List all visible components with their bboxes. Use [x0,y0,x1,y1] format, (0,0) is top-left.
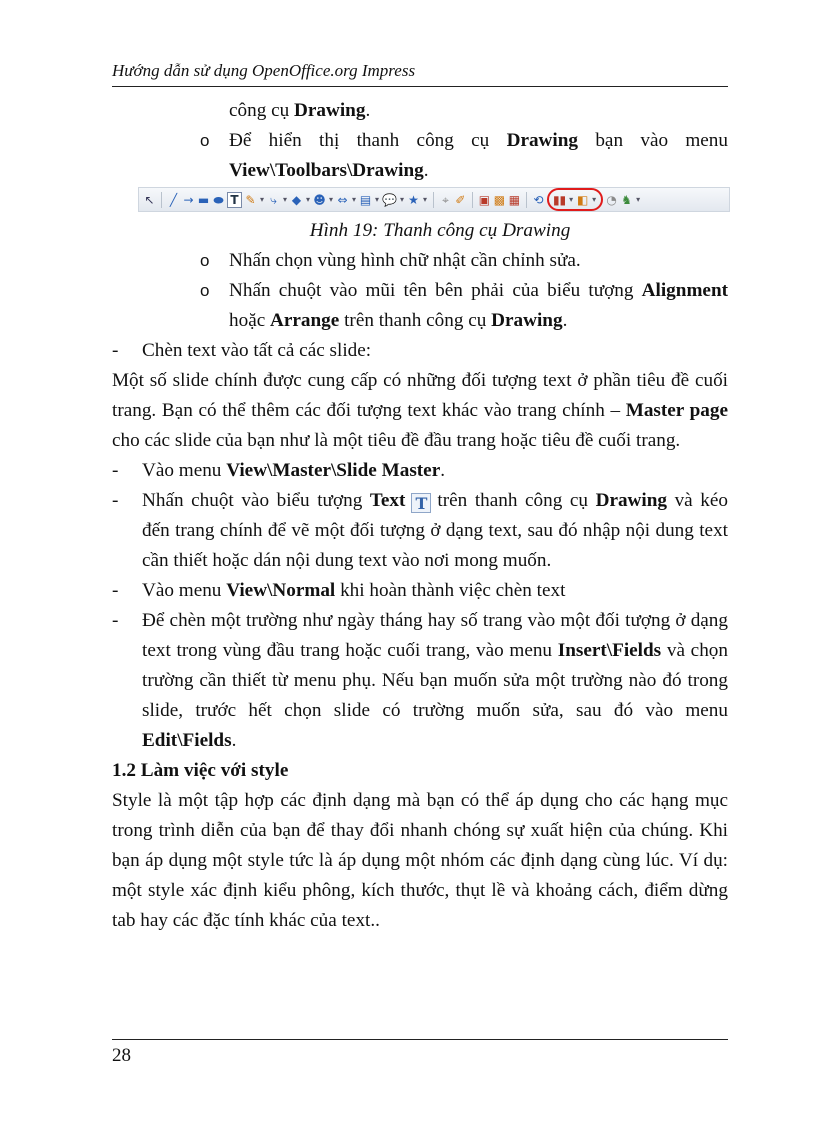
text-run: . [562,310,568,331]
pointer-arrow-icon[interactable]: ↖ [144,192,155,207]
bullet-text-tool [112,486,728,576]
text-run: khi hoàn thành việc chèn text [335,580,566,601]
text-run: Vào menu [142,460,227,481]
basic-shapes-icon[interactable]: ◆ [291,192,302,207]
text-run: . [231,730,237,751]
text-run: công cụ [229,100,295,121]
list-item-select-area [112,246,728,276]
text-run: Để hiển thị thanh công cụ [229,130,507,151]
connector-icon[interactable]: ⤷ [270,192,277,207]
chevron-down-icon[interactable]: ▾ [305,194,310,204]
running-header: Hướng dẫn sử dụng OpenOffice.org Impress [112,61,416,80]
term-drawing: Drawing [506,130,579,151]
bullet-marker: - [112,490,119,511]
text-icon[interactable]: T [227,192,242,208]
term-arrange: Arrange [270,310,340,331]
list-marker: o [200,131,210,150]
points-icon[interactable]: ⌖ [442,192,449,207]
text-run: Chèn text vào tất cả các slide: [142,340,372,361]
flowchart-icon[interactable]: ▤ [359,192,372,207]
chevron-down-icon[interactable]: ▾ [374,194,379,204]
text-run: Vào menu [142,580,227,601]
alignment-arrange-highlight [547,188,603,211]
page-body [112,96,728,936]
toolbar-separator [472,192,473,208]
continuation-line [112,96,728,126]
toggle-extrusion-icon[interactable]: ♞ [621,192,633,207]
text-tool-icon: T [411,493,431,513]
bullet-slide-master [112,456,728,486]
menu-path: View\Master\Slide Master [226,460,441,481]
text-run: . [365,100,371,121]
list-item-click-arrow [112,276,728,336]
text-run: Một số slide chính được cung cấp có những đối tượng text ở phần tiêu đề cuối trang. Bạn có thể thêm các đối tượng text khác vào trang chính – [112,370,728,421]
term-master-page: Master page [625,400,728,421]
chevron-down-icon[interactable]: ▾ [351,194,356,204]
term-drawing: Drawing [595,490,668,511]
stars-icon[interactable]: ★ [408,192,419,207]
bullet-marker: - [112,610,119,631]
text-run: Nhấn chuột vào biểu tượng [142,490,370,511]
chevron-down-icon[interactable]: ▾ [592,194,597,204]
bullet-insert-fields [112,606,728,756]
text-run: bạn vào menu [578,130,728,151]
chevron-down-icon[interactable]: ▾ [399,194,404,204]
fontwork-icon[interactable]: ▣ [478,192,491,207]
text-run: . [440,460,446,481]
bullet-marker: - [112,340,119,361]
menu-path: View\Normal [226,580,336,601]
chevron-down-icon[interactable]: ▾ [422,194,427,204]
alignment-icon[interactable]: ▮▮ [552,192,567,207]
text-run: và chọn trường cần thiết từ menu phụ. Nếu bạn muốn sửa một trường nào đó trong slide, trước hết chọn slide có trường muốn sửa, sau đó vào menu [142,640,728,721]
section-heading: 1.2 Làm việc với style [112,760,289,781]
chevron-down-icon[interactable]: ▾ [636,194,641,204]
text-run: cho các slide của bạn như là một tiêu đề đầu trang hoặc tiêu đề cuối trang. [112,430,681,451]
bullet-insert-text [112,336,728,366]
header-rule [112,86,728,87]
term-drawing: Drawing [294,100,366,121]
list-marker: o [200,251,210,270]
rectangle-icon[interactable]: ▬ [197,192,210,207]
paragraph-master-page [112,366,728,456]
bullet-marker: - [112,580,119,601]
3d-objects-icon[interactable]: ▦ [508,192,521,207]
text-run: và kéo đến trang chính để vẽ một đối tượng ở dạng text, sau đó nhập nội dung text cần thiết hoặc dán nội dung text vào nơi mong muốn. [142,490,728,571]
bullet-view-normal [112,576,728,606]
menu-path: Edit\Fields [142,730,232,751]
chevron-down-icon[interactable]: ▾ [259,194,264,204]
toolbar-separator [433,192,434,208]
chevron-down-icon[interactable]: ▾ [569,194,574,204]
effects-icon[interactable]: ◔ [606,192,617,207]
text-run: Để chèn một trường như ngày tháng hay số trang vào một đối tượng ở dạng text trong vùng đầu trang hoặc cuối trang, vào menu [142,610,728,661]
drawing-toolbar [138,187,730,212]
list-marker: o [200,281,210,300]
paragraph-style: Style là một tập hợp các định dạng mà bạn có thể áp dụng cho các hạng mục trong trình diễn của bạn để thay đổi nhanh chóng sự xuất hiện của chúng. Khi bạn áp dụng một style tức là áp dụng một nhóm các định dạng cùng lúc. Ví dụ: một style xác định kiểu phông, kích thước, thụt lề và khoảng cách, điểm dừng tab hay các đặc tính khác của text.. [112,790,728,931]
chevron-down-icon[interactable]: ▾ [328,194,333,204]
from-file-icon[interactable]: ▩ [493,192,506,207]
term-alignment: Alignment [641,280,728,301]
ellipse-icon[interactable]: ⬬ [213,192,224,207]
text-run: Nhấn chuột vào mũi tên bên phải của biểu tượng [229,280,642,301]
toolbar-separator [161,192,162,208]
text-run: hoặc [229,310,271,331]
toolbar-separator [526,192,527,208]
arrange-icon[interactable]: ◧ [577,192,589,207]
bullet-marker: - [112,460,119,481]
list-item-show-toolbar [112,126,728,186]
glue-points-icon[interactable]: ✐ [455,192,466,207]
footer-rule [112,1039,728,1040]
menu-path: View\Toolbars\Drawing [229,160,424,181]
figure-toolbar [112,186,728,216]
term-text: Text [369,490,406,511]
text-run: . [423,160,429,181]
menu-path: Insert\Fields [557,640,662,661]
text-run: trên thanh công cụ [339,310,492,331]
extrusion-icon[interactable]: ⟲ [533,192,544,207]
callouts-icon[interactable]: 💬 [382,192,397,207]
text-run: Nhấn chọn vùng hình chữ nhật cần chỉnh sửa. [229,250,581,271]
arrow-line-icon[interactable]: → [183,192,194,207]
line-icon[interactable]: ╱ [169,192,178,207]
term-drawing: Drawing [491,310,563,331]
block-arrows-icon[interactable]: ⇔ [337,192,348,207]
curve-icon[interactable]: ✎ [245,192,256,207]
text-run: trên thanh công cụ [437,490,596,511]
page-number: 28 [112,1045,131,1066]
symbol-shapes-icon[interactable]: ☻ [313,192,326,207]
figure-caption: Hình 19: Thanh công cụ Drawing [309,220,571,241]
chevron-down-icon[interactable]: ▾ [282,194,287,204]
